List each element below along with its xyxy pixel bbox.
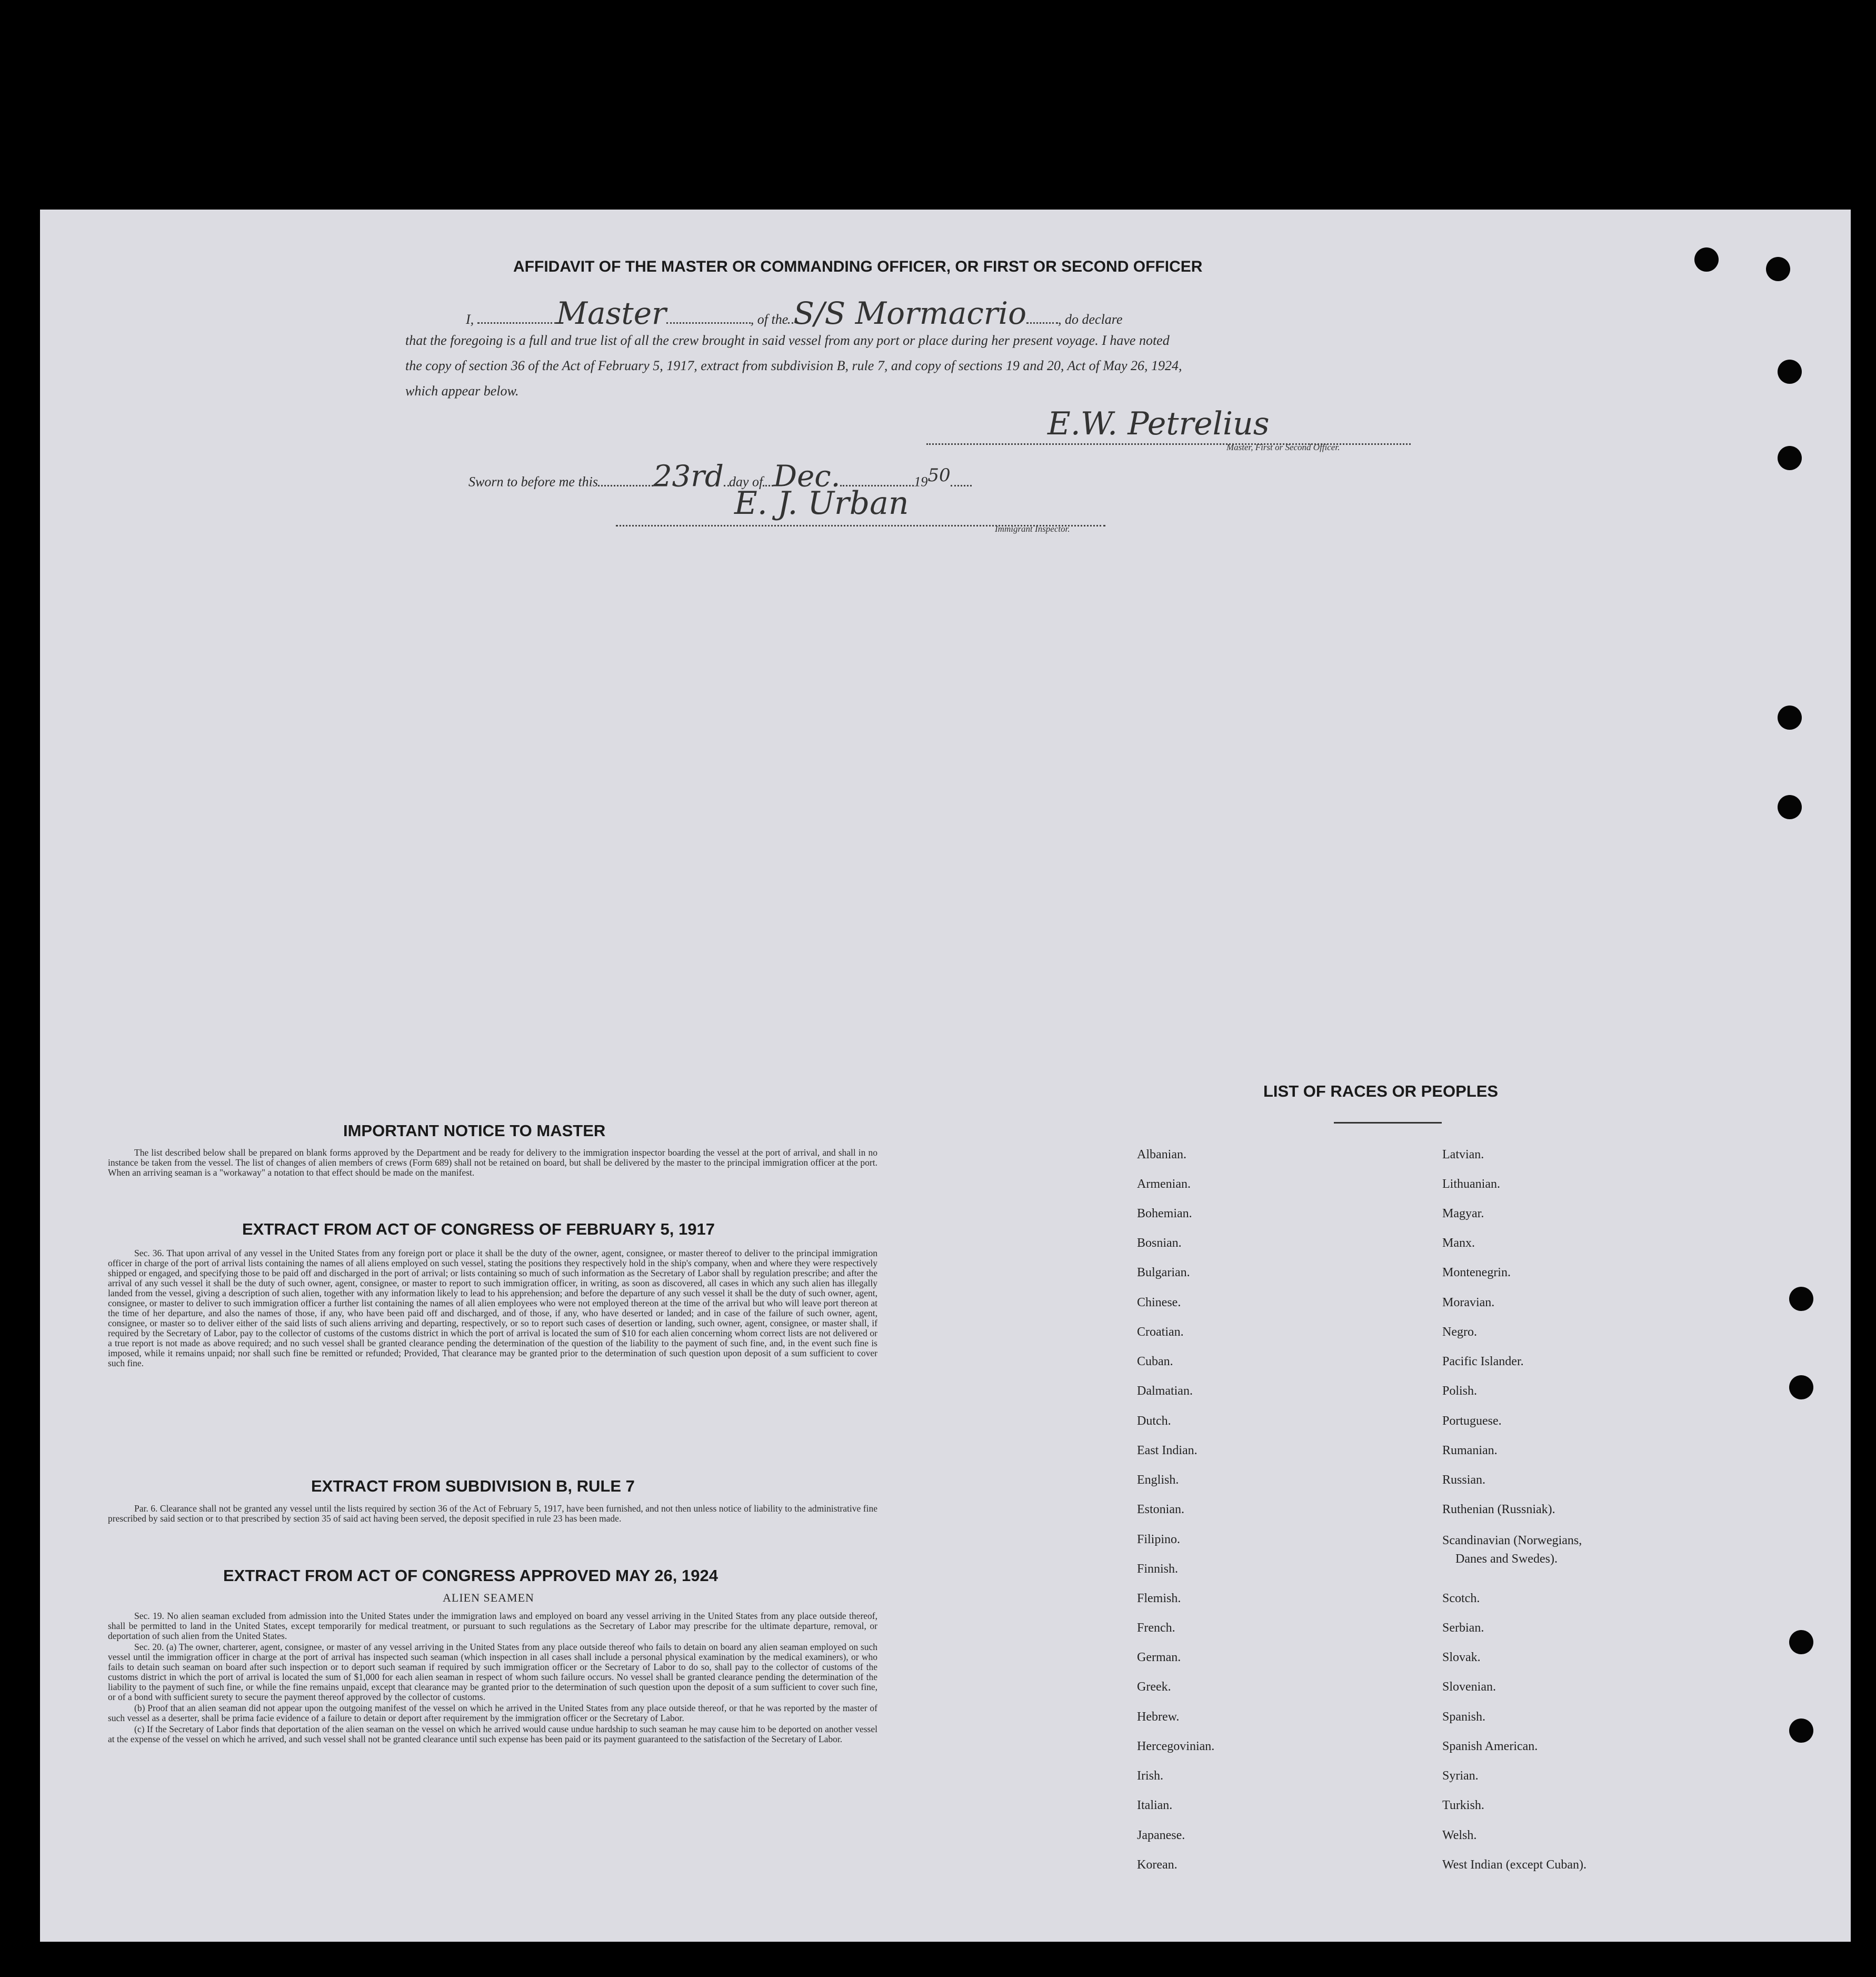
race-item: Hercegovinian. bbox=[1137, 1740, 1215, 1753]
race-item: Syrian. bbox=[1442, 1769, 1479, 1783]
rule7-text: Par. 6. Clearance shall not be granted any vessel until the lists required by section 36 of the Act of February 5, 1917, have been furnished, and not then unless notice of liability to the administrative fine prescribed by said section or to that prescribed by section 35 of said act having been served, the deposit specified in rule 23 has been made. bbox=[108, 1503, 877, 1524]
race-item: Latvian. bbox=[1442, 1148, 1484, 1161]
race-item: German. bbox=[1137, 1651, 1181, 1664]
punch-hole bbox=[1778, 706, 1802, 730]
race-item: Dalmatian. bbox=[1137, 1384, 1193, 1398]
sworn-day: 23rd bbox=[653, 459, 724, 494]
sec-19: Sec. 19. No alien seaman excluded from admission into the United States under the immigration laws and employed on board any vessel arriving in the United States from any place outside thereof, shall be permitted to land in the United States, except temporarily for medical treatment, or pursuant to such regulations as the Secretary of Labor may prescribe for the ultimate departure, removal, or deportation of such alien from the United States. bbox=[108, 1611, 877, 1641]
punch-hole bbox=[1766, 257, 1790, 281]
of-the-label: , of the bbox=[750, 312, 789, 327]
race-item: Chinese. bbox=[1137, 1296, 1181, 1309]
race-item: Serbian. bbox=[1442, 1621, 1484, 1635]
race-item: Hebrew. bbox=[1137, 1710, 1180, 1724]
race-item: Ruthenian (Russniak). bbox=[1442, 1503, 1555, 1516]
year-suffix: 50 bbox=[927, 465, 951, 486]
rule7-title: EXTRACT FROM SUBDIVISION B, RULE 7 bbox=[311, 1477, 635, 1495]
extract-1917-title: EXTRACT FROM ACT OF CONGRESS OF FEBRUARY 5, 1917 bbox=[242, 1220, 715, 1238]
race-item: Negro. bbox=[1442, 1325, 1477, 1339]
day-of-label: day of bbox=[729, 474, 763, 490]
notice-text: The list described below shall be prepared on blank forms approved by the Department and be ready for delivery to the immigration inspector boarding the vessel at the port of arrival, and shall in no instance be taken from the vessel. The list of changes of alien members of crews (Form 689) shall not be retained on board, but shall be delivered by the master to the principal immigration officer at the port. When an arriving seaman is a "workaway" a notation to that effect should be made on the manifest. bbox=[108, 1147, 877, 1178]
inspector-signature: E. J. Urban bbox=[734, 485, 909, 522]
race-item: Lithuanian. bbox=[1442, 1177, 1500, 1191]
officer-signature: E.W. Petrelius bbox=[1047, 405, 1270, 442]
race-item: Magyar. bbox=[1442, 1207, 1484, 1220]
race-item: Slovenian. bbox=[1442, 1680, 1496, 1694]
races-title-rule bbox=[1334, 1122, 1442, 1124]
declarant-title: Master bbox=[556, 295, 666, 331]
punch-hole bbox=[1778, 360, 1802, 384]
race-item: Russian. bbox=[1442, 1473, 1486, 1487]
race-item: East Indian. bbox=[1137, 1444, 1198, 1457]
declaration-body-1: that the foregoing is a full and true list of all the crew brought in said vessel from any port or place during her present voyage. I have noted bbox=[405, 333, 1170, 348]
race-item: French. bbox=[1137, 1621, 1175, 1635]
punch-hole bbox=[1789, 1630, 1813, 1654]
punch-hole bbox=[1789, 1287, 1813, 1311]
race-item: Danes and Swedes). bbox=[1455, 1552, 1558, 1566]
race-item: Bulgarian. bbox=[1137, 1266, 1190, 1279]
race-item: Slovak. bbox=[1442, 1651, 1481, 1664]
sworn-month: Dec. bbox=[773, 459, 841, 494]
sec-20c: (c) If the Secretary of Labor finds that deportation of the alien seaman on the vessel on which he arrived would cause undue hardship to such seaman he may cause him to be deported on another vessel at the expense of the vessel on which he arrived, and such vessel shall not be granted clearance until such expense has been paid or its payment guaranteed to the satisfaction of the Secretary of Labor. bbox=[108, 1724, 877, 1744]
race-item: Pacific Islander. bbox=[1442, 1355, 1524, 1368]
officer-signature-block bbox=[926, 405, 1411, 458]
race-item: Rumanian. bbox=[1442, 1444, 1498, 1457]
declaration-body-2: the copy of section 36 of the Act of February 5, 1917, extract from subdivision B, rule 7, and copy of sections 19 and 20, Act of May 26, 1924, bbox=[405, 358, 1182, 373]
race-item: Turkish. bbox=[1442, 1799, 1484, 1812]
race-item: English. bbox=[1137, 1473, 1179, 1487]
race-item: Scandinavian (Norwegians, bbox=[1442, 1534, 1582, 1547]
vessel-name: S/S Mormacrio bbox=[793, 295, 1026, 331]
race-item: Cuban. bbox=[1137, 1355, 1173, 1368]
race-item: Finnish. bbox=[1137, 1562, 1179, 1576]
race-item: Spanish. bbox=[1442, 1710, 1486, 1724]
race-item: Montenegrin. bbox=[1442, 1266, 1511, 1279]
sec-20a: Sec. 20. (a) The owner, charterer, agent, consignee, or master of any vessel arriving in the United States from any place outside thereof who fails to detain on board any alien seaman employed on such vessel until the immigration officer in charge at the port of arrival has inspected such seaman (which inspection in all cases shall include a personal physical examination by the medical examiners), or who fails to detain such seaman on board after such inspection or to deport such seaman if required by such immigration officer or the Secretary of Labor to do so, shall pay to the collector of customs of the customs district in which the port of arrival is located the sum of $1,000 for each alien seaman in respect of whom such failure occurs. No vessel shall be granted clearance pending the determination of the liability to the payment of such fine, or while the fine remains unpaid, except that clearance may be granted prior to the determination of such question upon the deposit of a sum sufficient to cover such fine, or of a bond with sufficient surety to secure the payment thereof approved by the collector of customs. bbox=[108, 1642, 877, 1702]
sec-20b: (b) Proof that an alien seaman did not appear upon the outgoing manifest of the vessel on which he arrived in the United States from any place outside thereof, or that he was reported by the master of such vessel as a deserter, shall be prima facie evidence of a failure to detain or deport after requirement by the immigration officer or the Secretary of Labor. bbox=[108, 1703, 877, 1723]
race-item: Scotch. bbox=[1442, 1592, 1480, 1605]
race-item: Bohemian. bbox=[1137, 1207, 1192, 1220]
race-item: Croatian. bbox=[1137, 1325, 1184, 1339]
i-label: I, bbox=[466, 312, 474, 327]
race-item: Spanish American. bbox=[1442, 1740, 1538, 1753]
inspector-signature-block bbox=[616, 487, 1105, 540]
affidavit-title: AFFIDAVIT OF THE MASTER OR COMMANDING OFFICER, OR FIRST OR SECOND OFFICER bbox=[513, 258, 1203, 275]
extract-1924-subtitle: ALIEN SEAMEN bbox=[443, 1591, 534, 1604]
race-item: Portuguese. bbox=[1442, 1414, 1502, 1428]
race-item: Irish. bbox=[1137, 1769, 1163, 1783]
year-prefix: 19 bbox=[914, 474, 928, 490]
extract-1917-text: Sec. 36. That upon arrival of any vessel in the United States from any foreign port or place it shall be the duty of the owner, agent, consignee, or master thereof to deliver to the principal immigration officer in charge of the port of arrival lists containing the names of all aliens employed on such vessel, stating the positions they respectively hold in the ship's company, when and where they were respectively shipped or engaged, and specifying those to be paid off and discharged in the port of arrival; or lists containing so much of such information as the Secretary of Labor shall by regulation prescribe; and after the arrival of any such vessel it shall be the duty of such owner, agent, consignee, or master to report to such immigration officer, in writing, as soon as discovered, all cases in which any such alien has illegally landed from the vessel, giving a description of such alien, together with any information likely to lead to his apprehension; and before the departure of any such vessel it shall be the duty of such owner, agent, consignee, or master to deliver to such immigration officer a further list containing the names of all alien employees who were not employed thereon at the time of the arrival but who will leave port thereon at the time of her departure, and also the names of those, if any, who have been paid off and discharged, and of those, if any, who have deserted or landed; and in case of the failure of such owner, agent, consignee, or master so to deliver either of the said lists of such aliens arriving and departing, respectively, or so to report such cases of desertion or landing, such owner, agent, consignee, or master shall, if required by the Secretary of Labor, pay to the collector of customs of the customs district in which the port of arrival is located the sum of $10 for each alien concerning whom correct lists are not delivered or a true report is not made as above required; and no such vessel shall be granted clearance pending the determination of the question of the liability to the payment of such fine, and, in the event such fine is imposed, while it remains unpaid; nor shall such fine be remitted or refunded; Provided, That clearance may be granted prior to the determination of such question upon deposit of a sum sufficient to cover such fine. bbox=[108, 1248, 877, 1368]
race-item: Korean. bbox=[1137, 1858, 1178, 1872]
race-item: Dutch. bbox=[1137, 1414, 1171, 1428]
race-item: Bosnian. bbox=[1137, 1236, 1182, 1250]
race-item: Armenian. bbox=[1137, 1177, 1191, 1191]
races-title: LIST OF RACES OR PEOPLES bbox=[1263, 1082, 1499, 1100]
declaration-body-3: which appear below. bbox=[405, 383, 519, 399]
notice-title: IMPORTANT NOTICE TO MASTER bbox=[343, 1121, 606, 1140]
race-item: Albanian. bbox=[1137, 1148, 1186, 1161]
race-item: Polish. bbox=[1442, 1384, 1478, 1398]
punch-hole bbox=[1789, 1718, 1813, 1743]
sworn-label: Sworn to before me this bbox=[468, 474, 598, 490]
race-item: West Indian (except Cuban). bbox=[1442, 1858, 1586, 1872]
punch-hole bbox=[1694, 247, 1719, 272]
punch-hole bbox=[1778, 446, 1802, 470]
extract-1924-text bbox=[108, 1611, 877, 1745]
extract-1924-title: EXTRACT FROM ACT OF CONGRESS APPROVED MAY 26, 1924 bbox=[223, 1566, 718, 1585]
race-item: Flemish. bbox=[1137, 1592, 1181, 1605]
declare-label: , do declare bbox=[1058, 312, 1123, 327]
race-item: Estonian. bbox=[1137, 1503, 1184, 1516]
punch-hole bbox=[1789, 1375, 1813, 1399]
inspector-caption: Immigrant Inspector. bbox=[995, 524, 1070, 534]
race-item: Italian. bbox=[1137, 1799, 1173, 1812]
race-item: Japanese. bbox=[1137, 1829, 1185, 1842]
punch-hole bbox=[1778, 795, 1802, 819]
race-item: Moravian. bbox=[1442, 1296, 1495, 1309]
race-item: Manx. bbox=[1442, 1236, 1475, 1250]
race-item: Welsh. bbox=[1442, 1829, 1477, 1842]
race-item: Greek. bbox=[1137, 1680, 1171, 1694]
race-item: Filipino. bbox=[1137, 1533, 1181, 1546]
officer-caption: Master, First or Second Officer. bbox=[1226, 442, 1340, 452]
